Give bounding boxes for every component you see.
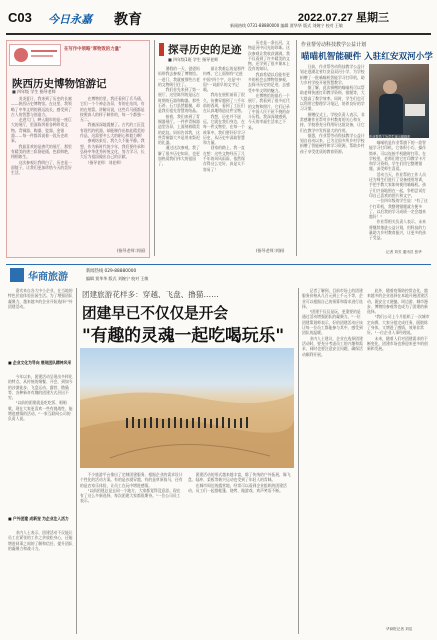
photo-device	[405, 104, 425, 116]
article3-byline: 记者 刘芳 通讯员 张华	[386, 250, 422, 254]
article4-column: 团建活动的形式越来越丰富，除了传统的户外拓展，像飞盘、陆冲、桨板等新兴运动也受到了年轻人的青睐。 在城市周边的露营地，经常可以看到企业组织的团建活动，员工们一起搭帐篷、烧烤、做游戏，欢声笑语不断。	[188, 472, 291, 493]
column-divider	[154, 40, 155, 256]
header-rule	[6, 33, 431, 35]
article1-column: 在博物馆里，我还看到了兵马俑，它们一个个神态各异，有的在站岗，有的在射箭。讲解员说，这些兵马俑都是按照真人的样子制作的，每一个都独一无二。 我被深深地震撼了。古代的工匠没有现代的机器，却能制作出如此精美的作品，这需要多么大的耐心和毅力啊！ 参观结束后，我久久不能平静。我想，作为新时代的少年，我们要传承和弘扬中华优秀传统文化，努力学习，长大后为祖国做出自己的贡献。 （指导老师：刘老师）	[80, 96, 145, 165]
photo-scene	[80, 348, 294, 468]
section-rule	[6, 264, 431, 265]
article4-sidebar-heading: ■ 户外团建 成新宠 为企业注入活力	[8, 516, 69, 521]
desert-team-photo	[80, 348, 294, 468]
article1-title: 陕西历史博物馆游记	[12, 78, 107, 90]
photo-person-body	[379, 94, 403, 134]
feature-badge	[9, 44, 61, 66]
title-marker	[159, 43, 164, 56]
issue-date: 2022.07.27 星期三	[297, 12, 389, 24]
article4-sidebar-intro: 嘉宾来自各大中小企业，在当地的特色民宿体验田园生活。为了增强团队凝聚力，越来越多的企业开始选择户外团建活动。	[8, 288, 73, 309]
article4-sidebar-text: 业内人士表示，团建活动不仅能让员工在紧张的工作之余放松身心，还能增进同事之间的了解和信任，提升团队的凝聚力和战斗力。	[8, 530, 73, 551]
article4-byline: 华商报记者 刘辰	[386, 627, 413, 631]
article4-kicker: 团建旅游花样多：穿越、飞盘、撸猫……	[82, 290, 219, 299]
article1-kicker: 在写作中领略"厚物致的力量"	[64, 47, 122, 52]
article3-photo-caption: 作业帮员工为学生演示喵喵机	[369, 135, 411, 139]
travel-hotline: 新闻热线 029-88880000	[86, 269, 137, 274]
classroom-photo	[369, 64, 429, 138]
travel-credits: 编辑 贾华华 版式 刘婉宁 校对 王敏	[86, 276, 149, 281]
article4-headline: "有趣的灵魂一起吃喝玩乐"	[82, 325, 285, 345]
column-divider	[298, 288, 299, 634]
article3-kicker: 作业帮劳动科技教学公益计划	[301, 42, 367, 48]
column-divider	[296, 40, 297, 256]
article4-sidebar-text: 今年以来，团建活动呈现出多样化的特点，从传统的聚餐、开会，到如今的沙漠徒步、飞盘运动、露营、撸猫等，各种新奇有趣的团建方式层出不穷。 "以前的团建就是吃吃饭、唱唱歌，现在大家更喜欢一些有挑战性、能增进感情的活动。"一家互联网公司的负责人说。	[8, 374, 73, 422]
article2-subtitle: ■ 四年级1班 学生 指导老师	[168, 57, 219, 62]
page-number: C03	[8, 10, 32, 25]
article4-sidebar-heading: ■ 企业文化为导向 展现团队精神风采	[8, 360, 72, 365]
badge-line	[31, 50, 57, 52]
photo-person	[383, 80, 397, 94]
page-header	[6, 8, 431, 32]
article3-column: 喵喵机是作业帮旗下的一款智能学习打印机，它体积小巧、操作简单，可以连接手机随时打印。在学校里，老师们用它打印教学卡片和学习资料，学生们用它整理错题，深受师生喜爱。 活动当天，作业帮的工作人员还为师生们进行了设备使用培训，手把手教大家如何使用喵喵机。孩子们兴奋地围在一起，争相尝试打印自己喜欢的图片和文字。 一位四年级的学生说："有了这个打印机，我整理错题就方便多了，以后我的学习成绩一定会越来越好！" 作业帮相关负责人表示，未来将继续推进公益计划，用科技的力量助力乡村教育振兴，让更多的孩子受益。	[369, 140, 428, 241]
article1-column: 炎炎夏日，我来到了历史的长廊——陕西历史博物馆。在这里，我领略了中华文明的源远流长，感受到了古人的智慧与创造力。 走进大门，映入眼帘的是一座巨大的展厅，里面陈列着各种珍贵文物。青铜器、陶器、瓷器、金银器……每一件都诉说着一段历史故事。 我最喜欢的是唐代的展厅，那里有精美的唐三彩骆驼俑，色彩鲜艳，栩栩如生。 这次参观让我明白了，历史是一面镜子，让我们更加珍惜今天的美好生活。	[11, 96, 72, 176]
masthead-logo: 今日永嘉	[48, 13, 92, 26]
article2-column: 暑假的一天，爸爸妈妈带我去参观了博物馆。一进门，我就被那些古老的文物吸引住了。 我们首先来到了第一展厅，这里陈列的是远古时期的石器和陶器。那些石斧、石刀虽然粗糙，却是我们祖先智慧的结晶。 接着，我们来到了青铜器展厅。一件件青铜器造型各异，上面刻着精美的花纹。妈妈告诉我，这些青铜器大多是用来祭祀的礼器。 通过这次参观，我了解了很多历史知识，也更加热爱我们伟大的祖国了。	[158, 66, 200, 167]
travel-section-title: 华商旅游	[28, 272, 68, 283]
article1-byline: (指导老师:刘丽)	[117, 248, 146, 253]
article4-column: 记者了解到，目前市场上的团建服务价格从几百元到上千元不等，企业可以根据自己的预算和需求进行选择。 "团建不仅仅是玩，更重要的是通过活动增强团队的凝聚力。"一位团建策划师表示，好的团建活动应该让每一位员工都能参与其中，感受到团队的温暖。 业内人士建议，企业在选择团建活动时，要充分考虑员工的兴趣和需求，同时也要注意安全问题，确保活动顺利开展。	[302, 288, 363, 357]
badge-line	[31, 55, 53, 57]
header-hotline: 新闻热线 0731-88880000 编辑 贾华华 版式 刘婉宁 校对 王敏	[230, 23, 343, 28]
article2-byline: (指导老师:刘娟)	[256, 248, 285, 253]
section-title: 教育	[114, 12, 142, 28]
article3-column: 日前，作业帮劳动科技教学公益计划走进湖北省红安县双河小学，为学校捐赠了一批喵喵机智能学习打印机，助力乡村学校开展智慧教学。 据了解，此次捐赠的喵喵机可以帮助老师快速打印教学资料、错题等，大大提高了教学效率。同时，学生们也可以利用它整理学习笔记，培养良好的学习习惯。 捐赠仪式上，学校负责人表示，非常感谢作业帮对乡村教育的关心和支持，学校将充分利用好这批设备，让它们在教学中发挥最大的作用。 据悉，作业帮劳动科技教学公益计划自启动以来，已为全国多所乡村学校捐赠了智能硬件和学习资源，帮助乡村孩子享受优质的教育资源。	[300, 64, 365, 154]
article2-column: 历史是一条长河，文物是河中闪光的珍珠。这次参观让我收获满满。我不仅看到了许多精美的文物，还学到了很多课本上没有的知识。 我真希望以后能有更多的机会去博物馆参观，去探寻历史的足迹，去感受中华文明的魅力。 在博物馆的最后一个展厅，我看到了很多近代的文物和照片，它们记录了中国人民不屈不挠的奋斗历程。我深深地感到，今天的幸福生活来之不易。	[248, 40, 290, 130]
article1-subtitle: ■ 四年级 学生 指导老师	[12, 89, 56, 94]
article2-title: 探寻历史的足迹	[168, 44, 242, 56]
article4-headline: 团建早已不仅仅是开会	[82, 305, 228, 322]
travel-logo-icon	[10, 268, 24, 282]
article3-title: 喵喵机智能硬件 入驻红安双河小学	[301, 52, 433, 62]
badge-circle-icon	[14, 48, 28, 62]
column-divider	[76, 288, 77, 634]
article2-column: 最让我难忘的是那件何尊，它上面刻有"宅兹中国"四个字，这是"中国"一词最早的文字记载。 我站在展柜前看了很久，仿佛穿越到了三千年前的西周，看到了工匠们在认真地铸造这件宝物。 我想，历史并不遥远，它就在我们身边，在每一件文物里，在每一个故事中。我们要好好学习历史，从历史中汲取智慧和力量。 回家的路上，我一直在想：这些文物经历了几千年的风风雨雨，依然保存得这么完好，真是太不容易了！	[203, 66, 245, 172]
article4-column: 不少旅游平台推出了定制团建服务，根据企业的需求设计个性化的活动方案。有的是沙漠穿越，有的是草原骑马，还有的是农家乐体验，让员工在玩中增进感情。 "以前团建总是去同一个地方，大家都觉得没意思。现在有了这么多新选择，每次团建大家都很期待。"一位公司员工表示。	[80, 472, 183, 504]
article4-column: 此外，随着疫情防控常态化，越来越多的企业选择在本地开展团建活动，既安全又便捷。周边游、城市漫步、博物馆参观等也成为了团建的新选择。 "我们公司上个月组织了一次城市定向赛，大家分组完成任务，既锻炼了身体，又增进了感情，效果非常好。"一位企业人事经理说。 未来，随着人们对团建需求的不断变化，团建市场也将迎来更多的创新和发展。	[367, 288, 430, 352]
